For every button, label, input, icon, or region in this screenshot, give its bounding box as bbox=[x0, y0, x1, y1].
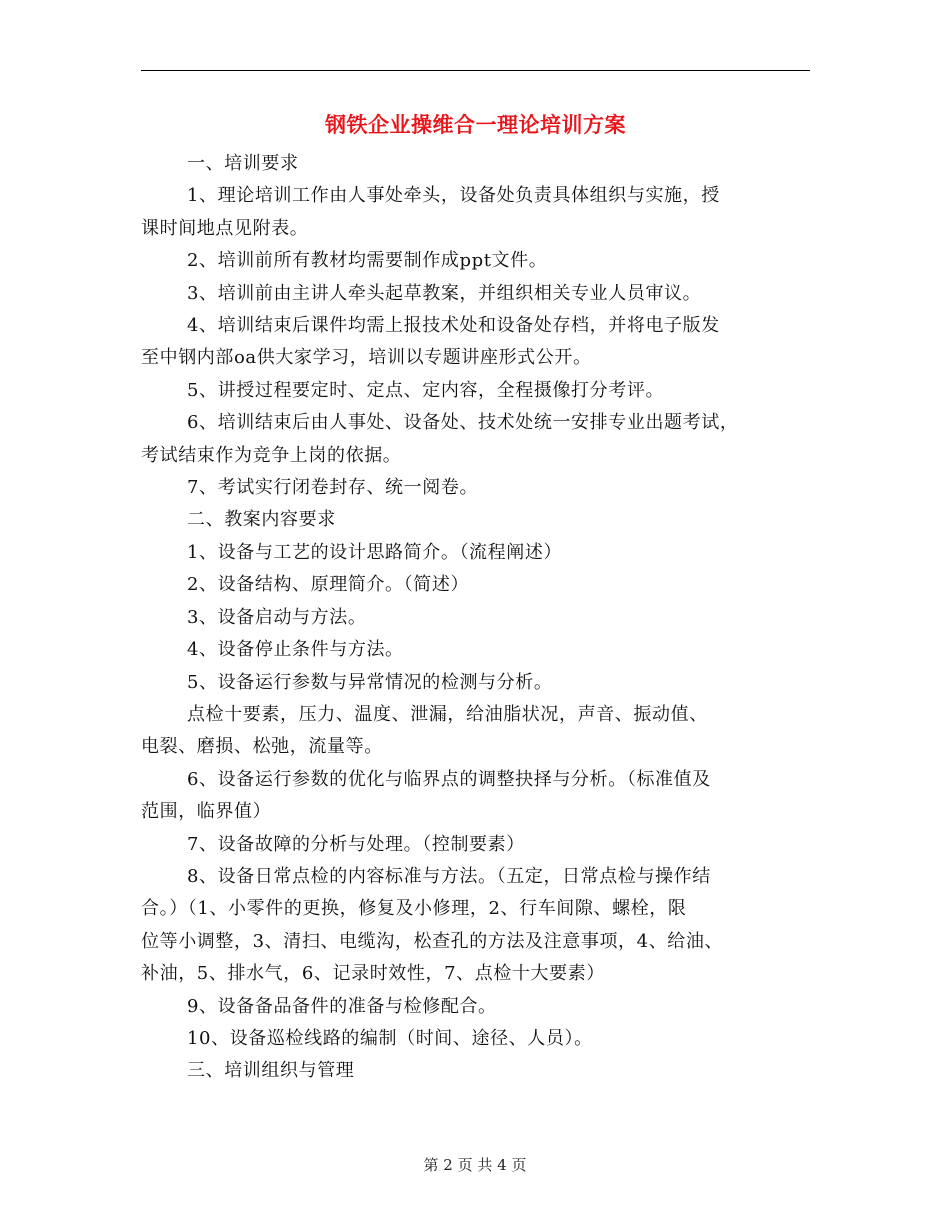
paragraph-continuation-line: 位等小调整，3、清扫、电缆沟，松查孔的方法及注意事项，4、给油、 bbox=[141, 930, 724, 952]
paragraph-line: 6、培训结束后由人事处、设备处、技术处统一安排专业出题考试， bbox=[187, 412, 739, 434]
document-title: 钢铁企业操维合一理论培训方案 bbox=[325, 112, 626, 137]
paragraph-line: 5、讲授过程要定时、定点、定内容，全程摄像打分考评。 bbox=[187, 379, 665, 401]
page-number-footer: 第 2 页 共 4 页 bbox=[423, 1156, 527, 1174]
paragraph-line: 5、设备运行参数与异常情况的检测与分析。 bbox=[187, 671, 553, 693]
paragraph-line: 2、设备结构、原理简介。（简述） bbox=[187, 574, 470, 596]
paragraph-line: 一、培训要求 bbox=[187, 153, 299, 174]
paragraph-line: 10、设备巡检线路的编制（时间、途径、人员）。 bbox=[187, 1027, 593, 1049]
paragraph-continuation-line: 范围，临界值） bbox=[141, 801, 272, 823]
paragraph-line: 4、培训结束后课件均需上报技术处和设备处存档，并将电子版发 bbox=[187, 315, 720, 337]
paragraph-continuation-line: 至中钢内部oa供大家学习，培训以专题讲座形式公开。 bbox=[141, 347, 592, 369]
paragraph-line: 2、培训前所有教材均需要制作成ppt文件。 bbox=[187, 250, 548, 272]
paragraph-continuation-line: 电裂、磨损、松弛，流量等。 bbox=[141, 736, 383, 758]
paragraph-continuation-line: 考试结束作为竞争上岗的依据。 bbox=[141, 444, 402, 466]
paragraph-line: 二、教案内容要求 bbox=[187, 509, 336, 531]
paragraph-line: 1、设备与工艺的设计思路简介。（流程阐述） bbox=[187, 541, 563, 563]
paragraph-line: 8、设备日常点检的内容标准与方法。（五定，日常点检与操作结 bbox=[187, 865, 711, 887]
paragraph-line: 7、设备故障的分析与处理。（控制要素） bbox=[187, 833, 525, 855]
paragraph-continuation-line: 合。）（1、小零件的更换，修复及小修理，2、行车间隙、螺栓，限 bbox=[141, 898, 687, 920]
paragraph-continuation-line: 补油，5、排水气，6、记录时效性，7、点检十大要素） bbox=[141, 963, 605, 985]
paragraph-continuation-line: 课时间地点见附表。 bbox=[141, 217, 309, 239]
paragraph-line: 3、设备启动与方法。 bbox=[187, 606, 367, 628]
paragraph-line: 7、考试实行闭卷封存、统一阅卷。 bbox=[187, 477, 479, 499]
paragraph-line: 6、设备运行参数的优化与临界点的调整抉择与分析。（标准值及 bbox=[187, 768, 711, 790]
paragraph-line: 点检十要素，压力、温度、泄漏，给油脂状况，声音、振动值、 bbox=[187, 703, 708, 725]
paragraph-line: 三、培训组织与管理 bbox=[187, 1060, 355, 1082]
paragraph-line: 4、设备停止条件与方法。 bbox=[187, 639, 404, 661]
paragraph-line: 1、理论培训工作由人事处牵头，设备处负责具体组织与实施，授 bbox=[187, 185, 720, 207]
document-body bbox=[141, 148, 811, 1088]
paragraph-line: 9、设备备品备件的准备与检修配合。 bbox=[187, 995, 497, 1017]
header-rule bbox=[141, 70, 810, 71]
paragraph-line: 3、培训前由主讲人牵头起草教案，并组织相关专业人员审议。 bbox=[187, 282, 702, 304]
